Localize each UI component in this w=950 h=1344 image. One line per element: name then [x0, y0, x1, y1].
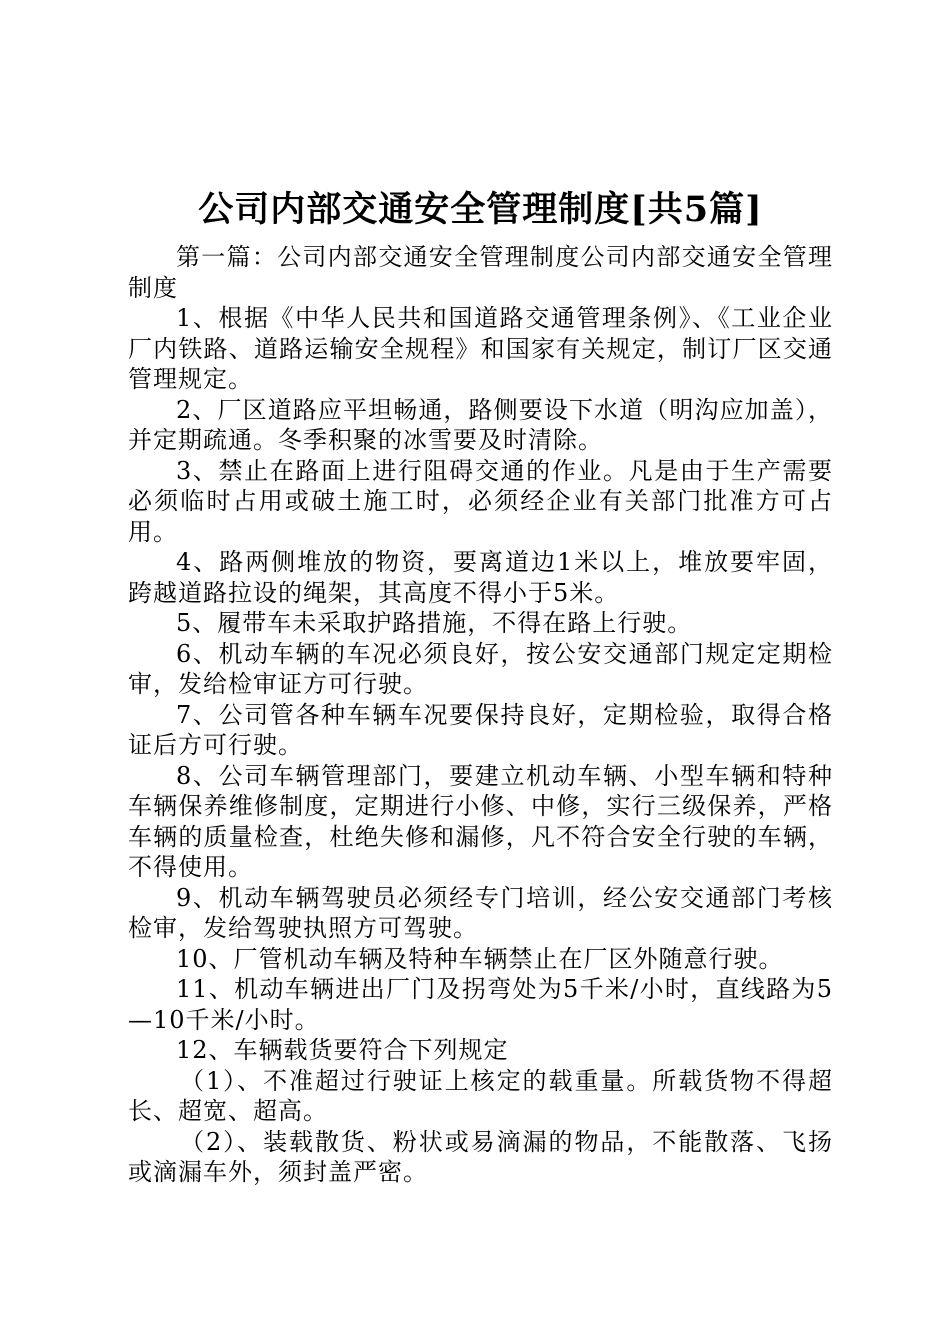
paragraph: 1、根据《中华人民共和国道路交通管理条例》、《工业企业厂内铁路、道路运输安全规程》和国家有关规定，制订厂区交通管理规定。	[128, 304, 833, 393]
paragraph: （1）、不准超过行驶证上核定的载重量。所载货物不得超长、超宽、超高。	[128, 1066, 833, 1125]
paragraph: 3、禁止在路面上进行阻碍交通的作业。凡是由于生产需要必须临时占用或破土施工时，必须经企业有关部门批准方可占用。	[128, 456, 833, 546]
paragraph: 9、机动车辆驾驶员必须经专门培训，经公安交通部门考核检审，发给驾驶执照方可驾驶。	[128, 883, 833, 942]
paragraph: 4、路两侧堆放的物资，要离道边1米以上，堆放要牢固，跨越道路拉设的绳架，其高度不得小于5米。	[128, 548, 833, 607]
paragraph: 12、车辆载货要符合下列规定	[176, 1036, 509, 1064]
paragraph: 6、机动车辆的车况必须良好，按公安交通部门规定定期检审，发给检审证方可行驶。	[128, 639, 833, 698]
paragraph: 10、厂管机动车辆及特种车辆禁止在厂区外随意行驶。	[176, 944, 784, 973]
paragraph: 5、履带车未采取护路措施，不得在路上行驶。	[176, 609, 693, 637]
document-body	[128, 242, 833, 1188]
paragraph: 8、公司车辆管理部门，要建立机动车辆、小型车辆和特种车辆保养维修制度，定期进行小修、中修，实行三级保养，严格车辆的质量检查，杜绝失修和漏修，凡不符合安全行驶的车辆，不得使用。	[128, 761, 833, 881]
paragraph: 2、厂区道路应平坦畅通，路侧要设下水道（明沟应加盖），并定期疏通。冬季积聚的冰雪要及时清除。	[128, 395, 833, 454]
paragraph: 11、机动车辆进出厂门及拐弯处为5千米/小时，直线路为5—10千米/小时。	[128, 975, 833, 1034]
paragraph: 第一篇：公司内部交通安全管理制度公司内部交通安全管理制度	[128, 243, 833, 302]
paragraph: （2）、装载散货、粉状或易滴漏的物品，不能散落、飞扬或滴漏车外，须封盖严密。	[128, 1127, 833, 1186]
document-title: 公司内部交通安全管理制度[共5篇]	[198, 189, 763, 230]
paragraph: 7、公司管各种车辆车况要保持良好，定期检验，取得合格证后方可行驶。	[128, 700, 833, 759]
document-page	[128, 188, 833, 1188]
